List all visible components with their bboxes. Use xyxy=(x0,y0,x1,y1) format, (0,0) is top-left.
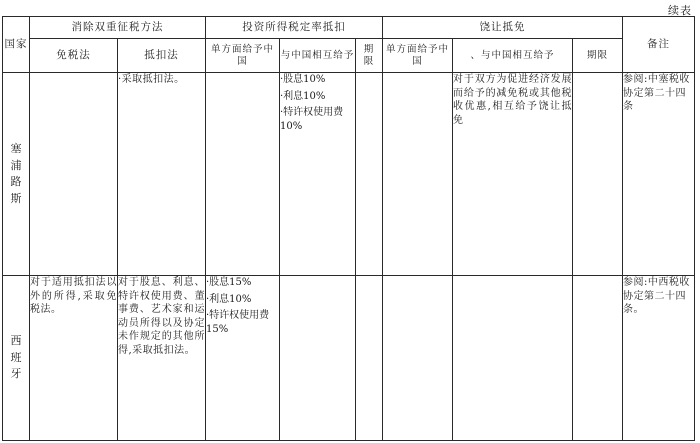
table-row xyxy=(3,276,695,441)
country-cell xyxy=(3,73,30,276)
fixed-unilateral-cell xyxy=(206,73,280,276)
header-methods-group: 消除双重征税方法 xyxy=(30,17,206,39)
rate-dividend: ·股息10% xyxy=(280,74,326,85)
exemption-cell xyxy=(30,73,118,276)
fixed-period-cell xyxy=(356,73,383,276)
continued-label: 续表 xyxy=(668,4,692,17)
remarks-cell: 参阅:中西税收协定第二十四条。 xyxy=(623,276,695,441)
header-country: 国家 xyxy=(3,17,30,73)
fixed-mutual-cell xyxy=(280,73,356,276)
rate-royalty: ·特许权使用费10% xyxy=(280,107,344,132)
header-period xyxy=(356,39,383,73)
header-unilateral: 单方面给予中国 xyxy=(206,39,280,73)
sparing-mutual-cell: 对于双方为促进经济发展而给予的减免税或其他税收优惠,相互给予饶让抵免 xyxy=(453,73,573,276)
credit-cell: ·采取抵扣法。 xyxy=(118,73,206,276)
header-sparing-mutual: 、与中国相互给予 xyxy=(453,39,573,73)
tax-treaty-table xyxy=(2,16,695,441)
fixed-period-cell xyxy=(356,276,383,441)
header-sparing-unilateral: 单方面给予中国 xyxy=(383,39,453,73)
rate-dividend: ·股息15% xyxy=(206,277,252,288)
sparing-mutual-cell xyxy=(453,276,573,441)
header-exemption: 免税法 xyxy=(30,39,118,73)
remarks-cell: 参阅:中塞税收协定第二十四条 xyxy=(623,73,695,276)
header-mutual: 与中国相互给予 xyxy=(280,39,356,73)
rate-interest: ·利息10% xyxy=(280,90,326,102)
fixed-mutual-cell xyxy=(280,276,356,441)
country-name: 塞浦路斯 xyxy=(10,142,22,205)
sparing-unilateral-cell xyxy=(383,73,453,276)
fixed-unilateral-cell xyxy=(206,276,280,441)
country-cell xyxy=(3,276,30,441)
sparing-period-cell xyxy=(573,73,623,276)
rate-interest: ·利息10% xyxy=(206,293,252,305)
header-sparing-group: 饶让抵免 xyxy=(383,17,623,39)
credit-cell: 对于股息、利息、特许权使用费、董事费、艺术家和运动员所得以及协定未作规定的其他所得,采取抵扣法。 xyxy=(118,276,206,441)
exemption-cell: 对于适用抵扣法以外的所得,采取免税法。 xyxy=(30,276,118,441)
rate-royalty: ·特许权使用费15% xyxy=(206,310,270,335)
sparing-period-cell xyxy=(573,276,623,441)
header-period-text: 期限 xyxy=(363,43,375,67)
country-name: 西班牙 xyxy=(10,334,22,381)
header-sparing-period: 期限 xyxy=(573,39,623,73)
header-fixed-rate-group: 投资所得税定率抵扣 xyxy=(206,17,383,39)
header-remarks: 备注 xyxy=(623,17,695,73)
header-credit: 抵扣法 xyxy=(118,39,206,73)
table-row xyxy=(3,73,695,276)
sparing-unilateral-cell xyxy=(383,276,453,441)
